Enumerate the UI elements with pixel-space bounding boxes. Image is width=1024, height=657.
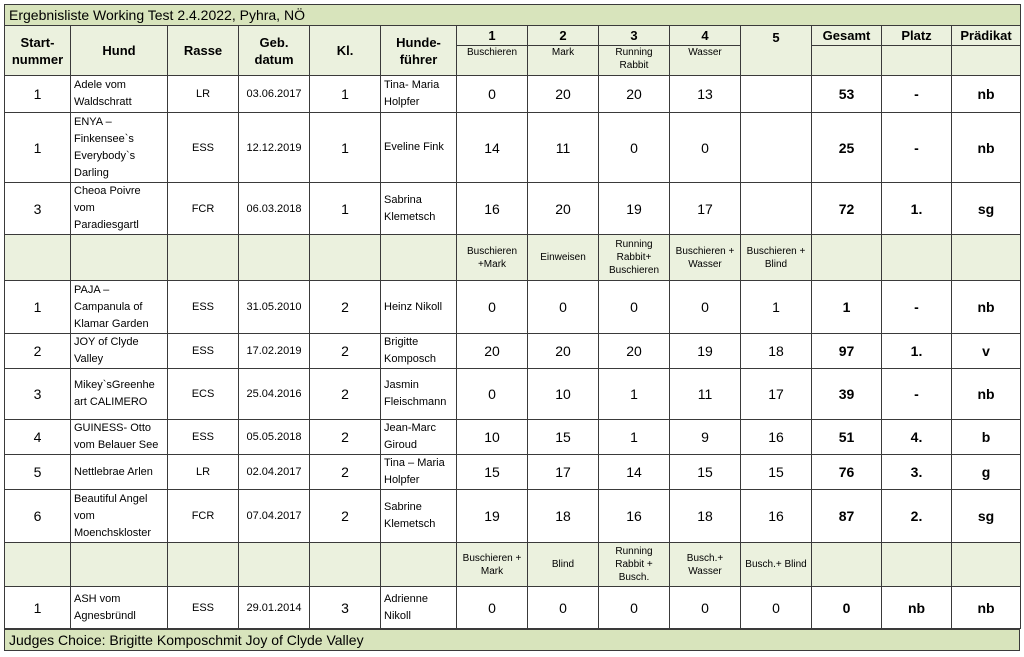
cell-gesamt: 51 [812, 420, 882, 455]
header-rasse: Rasse [168, 26, 239, 76]
header-n2: 2 [528, 26, 599, 46]
cell-gesamt: 76 [812, 455, 882, 490]
cell-kl: 2 [310, 281, 381, 334]
cell-s1: 0 [457, 369, 528, 420]
sub1-1: Mark [528, 46, 599, 76]
group-sub-label: Blind [528, 543, 599, 587]
table-row [5, 490, 1021, 543]
header-n1: 1 [457, 26, 528, 46]
cell-kl: 2 [310, 334, 381, 369]
cell-praedikat: nb [952, 76, 1021, 113]
cell-s5 [741, 76, 812, 113]
results-table [4, 4, 1021, 629]
cell-fuehrer: Sabrina Klemetsch [381, 183, 457, 235]
cell-praedikat: g [952, 455, 1021, 490]
table-row [5, 113, 1021, 183]
group-empty-cell [71, 235, 168, 281]
cell-start: 2 [5, 334, 71, 369]
header-fuehrer [381, 26, 457, 76]
header-start [5, 26, 71, 76]
cell-praedikat: b [952, 420, 1021, 455]
cell-s4: 13 [670, 76, 741, 113]
cell-s4: 0 [670, 587, 741, 629]
cell-rasse: LR [168, 455, 239, 490]
cell-s1: 14 [457, 113, 528, 183]
header-hund: Hund [71, 26, 168, 76]
cell-platz: 2. [882, 490, 952, 543]
cell-kl: 2 [310, 420, 381, 455]
group-empty-cell [168, 543, 239, 587]
cell-start: 1 [5, 76, 71, 113]
cell-rasse: ESS [168, 420, 239, 455]
cell-s5: 1 [741, 281, 812, 334]
cell-start: 5 [5, 455, 71, 490]
cell-s3: 1 [599, 369, 670, 420]
cell-s2: 10 [528, 369, 599, 420]
header-geb-text: Geb. datum [254, 34, 294, 67]
group-empty-cell [952, 543, 1021, 587]
cell-s1: 16 [457, 183, 528, 235]
group-sub-label: Einweisen [528, 235, 599, 281]
cell-start: 3 [5, 183, 71, 235]
group-empty-cell [812, 543, 882, 587]
cell-fuehrer: Brigitte Komposch [381, 334, 457, 369]
cell-s4: 18 [670, 490, 741, 543]
cell-hund: ASH vom Agnesbründl [71, 587, 168, 629]
results-sheet [4, 4, 1020, 651]
cell-hund: GUINESS- Otto vom Belauer See [71, 420, 168, 455]
cell-start: 1 [5, 281, 71, 334]
group-sub-label: Busch.+ Wasser [670, 543, 741, 587]
cell-s1: 20 [457, 334, 528, 369]
cell-gesamt: 53 [812, 76, 882, 113]
header-gesamt: Gesamt [812, 26, 882, 46]
header-n3: 3 [599, 26, 670, 46]
cell-fuehrer: Tina – Maria Holpfer [381, 455, 457, 490]
group-empty-cell [5, 235, 71, 281]
cell-s5 [741, 113, 812, 183]
cell-gesamt: 1 [812, 281, 882, 334]
group-sub-label: Buschieren + Mark [457, 543, 528, 587]
header-platz: Platz [882, 26, 952, 46]
group-empty-cell [310, 235, 381, 281]
cell-hund: Cheoa Poivre vom Paradiesgartl [71, 183, 168, 235]
group-sub-label: Running Rabbit + Busch. [599, 543, 670, 587]
group-empty-cell [381, 543, 457, 587]
cell-hund: Beautiful Angel vom Moenchskloster [71, 490, 168, 543]
cell-s3: 14 [599, 455, 670, 490]
cell-start: 3 [5, 369, 71, 420]
cell-s2: 17 [528, 455, 599, 490]
cell-hund: PAJA – Campanula of Klamar Garden [71, 281, 168, 334]
cell-rasse: ESS [168, 587, 239, 629]
header-n4: 4 [670, 26, 741, 46]
cell-hund: ENYA – Finkensee`s Everybody`s Darling [71, 113, 168, 183]
cell-geb: 07.04.2017 [239, 490, 310, 543]
cell-geb: 17.02.2019 [239, 334, 310, 369]
cell-s2: 20 [528, 76, 599, 113]
cell-kl: 2 [310, 369, 381, 420]
header-start-text: Start- nummer [11, 34, 64, 67]
cell-kl: 1 [310, 183, 381, 235]
cell-rasse: ESS [168, 334, 239, 369]
cell-rasse: FCR [168, 183, 239, 235]
group-empty-cell [239, 235, 310, 281]
group-empty-cell [882, 235, 952, 281]
cell-s1: 0 [457, 587, 528, 629]
cell-kl: 2 [310, 455, 381, 490]
cell-start: 6 [5, 490, 71, 543]
sub1-2: Running Rabbit [599, 46, 670, 76]
cell-rasse: ECS [168, 369, 239, 420]
cell-s2: 0 [528, 587, 599, 629]
cell-s1: 10 [457, 420, 528, 455]
table-row [5, 455, 1021, 490]
header-fuehrer-text: Hunde- führer [396, 34, 441, 67]
cell-s5: 18 [741, 334, 812, 369]
cell-hund: JOY of Clyde Valley [71, 334, 168, 369]
cell-platz: 4. [882, 420, 952, 455]
cell-platz: - [882, 76, 952, 113]
cell-s1: 0 [457, 281, 528, 334]
cell-fuehrer: Adrienne Nikoll [381, 587, 457, 629]
table-row [5, 587, 1021, 629]
table-row [5, 369, 1021, 420]
header-n5: 5 [741, 26, 812, 76]
group-empty-cell [239, 543, 310, 587]
platz-sub [882, 46, 952, 76]
cell-s1: 19 [457, 490, 528, 543]
cell-platz: - [882, 369, 952, 420]
header-kl: Kl. [310, 26, 381, 76]
cell-s3: 19 [599, 183, 670, 235]
cell-s1: 15 [457, 455, 528, 490]
cell-s3: 20 [599, 76, 670, 113]
cell-geb: 03.06.2017 [239, 76, 310, 113]
group-header-row [5, 543, 1021, 587]
cell-s5 [741, 183, 812, 235]
cell-geb: 12.12.2019 [239, 113, 310, 183]
table-row [5, 281, 1021, 334]
cell-s5: 16 [741, 420, 812, 455]
cell-praedikat: nb [952, 587, 1021, 629]
group-sub-label: Buschieren +Mark [457, 235, 528, 281]
cell-s5: 17 [741, 369, 812, 420]
sub1-3: Wasser [670, 46, 741, 76]
cell-praedikat: nb [952, 113, 1021, 183]
cell-fuehrer: Heinz Nikoll [381, 281, 457, 334]
cell-fuehrer: Eveline Fink [381, 113, 457, 183]
footer-table [4, 629, 1020, 651]
cell-rasse: FCR [168, 490, 239, 543]
group-empty-cell [381, 235, 457, 281]
cell-s4: 9 [670, 420, 741, 455]
group-empty-cell [168, 235, 239, 281]
cell-platz: - [882, 281, 952, 334]
praedikat-sub [952, 46, 1021, 76]
cell-platz: 3. [882, 455, 952, 490]
group-empty-cell [812, 235, 882, 281]
cell-fuehrer: Sabrine Klemetsch [381, 490, 457, 543]
cell-geb: 25.04.2016 [239, 369, 310, 420]
cell-s3: 0 [599, 113, 670, 183]
sheet-title: Ergebnisliste Working Test 2.4.2022, Pyhra, NÖ [5, 5, 1021, 26]
table-row [5, 76, 1021, 113]
group-sub-label: Running Rabbit+ Buschieren [599, 235, 670, 281]
header-praedikat: Prädikat [952, 26, 1021, 46]
cell-geb: 05.05.2018 [239, 420, 310, 455]
cell-hund: Adele vom Waldschratt [71, 76, 168, 113]
cell-gesamt: 87 [812, 490, 882, 543]
cell-s3: 1 [599, 420, 670, 455]
cell-s5: 15 [741, 455, 812, 490]
cell-hund: Nettlebrae Arlen [71, 455, 168, 490]
gesamt-sub [812, 46, 882, 76]
cell-s3: 0 [599, 281, 670, 334]
cell-s4: 17 [670, 183, 741, 235]
cell-fuehrer: Jasmin Fleischmann [381, 369, 457, 420]
cell-rasse: LR [168, 76, 239, 113]
group-sub-label: Buschieren + Blind [741, 235, 812, 281]
cell-gesamt: 97 [812, 334, 882, 369]
cell-fuehrer: Tina- Maria Holpfer [381, 76, 457, 113]
header-geb [239, 26, 310, 76]
cell-platz: nb [882, 587, 952, 629]
cell-geb: 29.01.2014 [239, 587, 310, 629]
cell-s4: 0 [670, 281, 741, 334]
cell-s5: 0 [741, 587, 812, 629]
cell-kl: 3 [310, 587, 381, 629]
cell-kl: 1 [310, 76, 381, 113]
judges-choice: Judges Choice: Brigitte Komposchmit Joy of Clyde Valley [5, 630, 1020, 651]
cell-rasse: ESS [168, 281, 239, 334]
cell-fuehrer: Jean-Marc Giroud [381, 420, 457, 455]
table-row [5, 420, 1021, 455]
cell-s3: 16 [599, 490, 670, 543]
cell-s2: 0 [528, 281, 599, 334]
cell-s3: 0 [599, 587, 670, 629]
group-empty-cell [5, 543, 71, 587]
cell-s4: 0 [670, 113, 741, 183]
cell-kl: 1 [310, 113, 381, 183]
cell-praedikat: sg [952, 183, 1021, 235]
cell-geb: 02.04.2017 [239, 455, 310, 490]
sub1-0: Buschieren [457, 46, 528, 76]
group-empty-cell [71, 543, 168, 587]
cell-s4: 11 [670, 369, 741, 420]
cell-s2: 15 [528, 420, 599, 455]
cell-start: 1 [5, 113, 71, 183]
group-sub-label: Busch.+ Blind [741, 543, 812, 587]
cell-s2: 18 [528, 490, 599, 543]
table-row [5, 183, 1021, 235]
cell-praedikat: nb [952, 281, 1021, 334]
group-empty-cell [952, 235, 1021, 281]
cell-geb: 06.03.2018 [239, 183, 310, 235]
cell-gesamt: 0 [812, 587, 882, 629]
cell-platz: 1. [882, 334, 952, 369]
cell-s1: 0 [457, 76, 528, 113]
cell-kl: 2 [310, 490, 381, 543]
cell-praedikat: v [952, 334, 1021, 369]
group-header-row [5, 235, 1021, 281]
cell-s2: 20 [528, 334, 599, 369]
cell-s4: 19 [670, 334, 741, 369]
group-sub-label: Buschieren + Wasser [670, 235, 741, 281]
cell-platz: - [882, 113, 952, 183]
cell-geb: 31.05.2010 [239, 281, 310, 334]
group-empty-cell [882, 543, 952, 587]
cell-praedikat: sg [952, 490, 1021, 543]
cell-s3: 20 [599, 334, 670, 369]
table-row [5, 334, 1021, 369]
cell-start: 1 [5, 587, 71, 629]
group-empty-cell [310, 543, 381, 587]
cell-praedikat: nb [952, 369, 1021, 420]
cell-start: 4 [5, 420, 71, 455]
cell-s2: 11 [528, 113, 599, 183]
cell-gesamt: 72 [812, 183, 882, 235]
cell-gesamt: 39 [812, 369, 882, 420]
cell-gesamt: 25 [812, 113, 882, 183]
cell-s2: 20 [528, 183, 599, 235]
cell-platz: 1. [882, 183, 952, 235]
cell-rasse: ESS [168, 113, 239, 183]
cell-s5: 16 [741, 490, 812, 543]
cell-s4: 15 [670, 455, 741, 490]
cell-hund: Mikey`sGreenhe art CALIMERO [71, 369, 168, 420]
